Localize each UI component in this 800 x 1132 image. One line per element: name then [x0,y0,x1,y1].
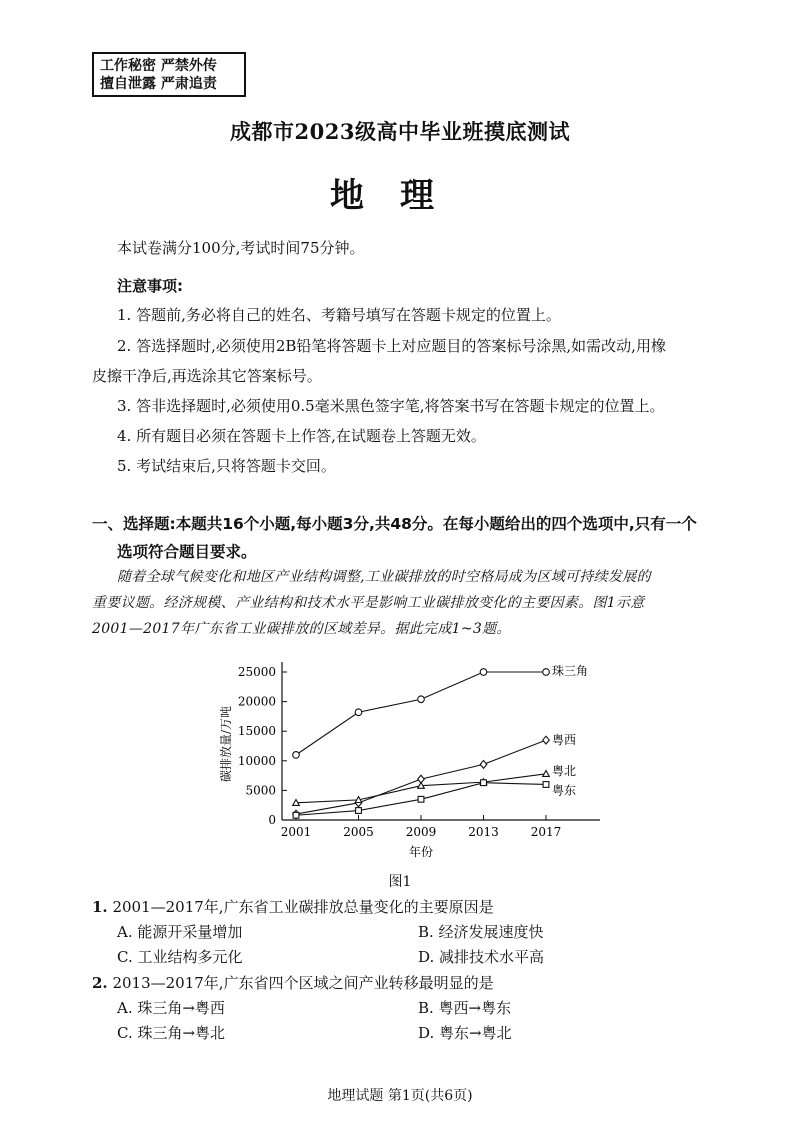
chart-series [293,669,550,818]
passage-line: 2001—2017年广东省工业碳排放的区域差异。据此完成1~3题。 [92,621,511,637]
y-tick-label: 25000 [237,665,276,679]
y-tick-label: 20000 [237,694,276,709]
option-c[interactable]: C. 珠三角→粤北 [117,1024,226,1042]
y-tick-label: 5000 [245,783,276,798]
x-tick-label: 2017 [530,825,562,839]
data-point [356,808,362,814]
data-point [418,796,424,802]
stamp-line-1: 工作秘密 严禁外传 [100,58,217,74]
passage-line: 重要议题。经济规模、产业结构和技术水平是影响工业碳排放变化的主要因素。图1示意 [92,595,645,611]
data-point [480,669,487,676]
data-point [543,771,550,777]
section-heading-cont: 选项符合题目要求。 [117,543,257,561]
series-line [296,672,546,755]
y-tick-label: 0 [268,813,276,827]
series-珠三角 [293,669,550,758]
question-number: 2. [92,974,108,992]
stamp-line-2: 擅自泄露 严肃追责 [100,76,217,92]
question-number: 1. [92,898,108,916]
chart-labels [218,663,588,859]
passage-line: 随着全球气候变化和地区产业结构调整,工业碳排放的时空格局成为区域可持续发展的 [117,569,651,585]
option-b[interactable]: B. 经济发展速度快 [418,923,544,941]
section-heading: 一、选择题:本题共16个小题,每小题3分,共48分。在每小题给出的四个选项中,只有一个 [92,515,697,533]
question-stem: 2013—2017年,广东省四个区域之间产业转移最明显的是 [112,974,494,992]
page-footer: 地理试题 第1页(共6页) [327,1088,473,1104]
data-point [480,760,487,768]
note-item: 2. 答选择题时,必须使用2B铅笔将答题卡上对应题目的答案标号涂黑,如需改动,用橡 [117,337,666,355]
series-label: 粤北 [552,763,577,778]
note-item: 皮擦干净后,再选涂其它答案标号。 [92,367,322,385]
option-a[interactable]: A. 能源开采量增加 [117,923,243,941]
option-a[interactable]: A. 珠三角→粤西 [117,999,225,1017]
exam-title: 成都市2023级高中毕业班摸底测试 [230,119,570,144]
x-axis-label: 年份 [408,845,434,859]
chart-caption: 图1 [388,874,412,890]
option-d[interactable]: D. 减排技术水平高 [418,948,545,966]
series-label: 粤东 [552,783,577,798]
notes-heading: 注意事项: [117,277,183,295]
y-tick-label: 10000 [237,753,276,768]
data-point [543,669,550,676]
confidential-stamp [92,52,246,97]
data-point [355,709,362,716]
note-item: 4. 所有题目必须在答题卡上作答,在试题卷上答题无效。 [117,427,486,445]
note-item: 1. 答题前,务必将自己的姓名、考籍号填写在答题卡规定的位置上。 [117,306,561,324]
emission-chart [200,650,620,890]
series-粤西 [293,736,550,818]
x-tick-label: 2005 [343,825,374,839]
option-b[interactable]: B. 粤西→粤东 [418,999,512,1017]
data-point [543,782,549,788]
series-label: 粤西 [552,733,577,748]
data-point [293,752,300,759]
option-c[interactable]: C. 工业结构多元化 [117,948,243,966]
note-item: 5. 考试结束后,只将答题卡交回。 [117,457,336,475]
y-tick-label: 15000 [237,724,276,739]
x-tick-label: 2001 [280,825,312,839]
subject-title: 地理 [330,176,470,216]
question-stem: 2001—2017年,广东省工业碳排放总量变化的主要原因是 [112,898,494,916]
data-point [481,780,487,786]
data-point [418,696,425,703]
data-point [293,812,299,818]
note-item: 3. 答非选择题时,必须使用0.5毫米黑色签字笔,将答案书写在答题卡规定的位置上。 [117,397,665,415]
x-tick-label: 2009 [405,825,437,839]
exam-info: 本试卷满分100分,考试时间75分钟。 [117,239,365,257]
question-2 [92,973,494,993]
x-tick-label: 2013 [468,825,499,839]
y-axis-label: 碳排放量/万吨 [219,705,233,783]
question-1 [92,897,494,917]
series-label: 珠三角 [552,664,589,678]
option-d[interactable]: D. 粤东→粤北 [418,1024,512,1042]
data-point [543,736,550,744]
